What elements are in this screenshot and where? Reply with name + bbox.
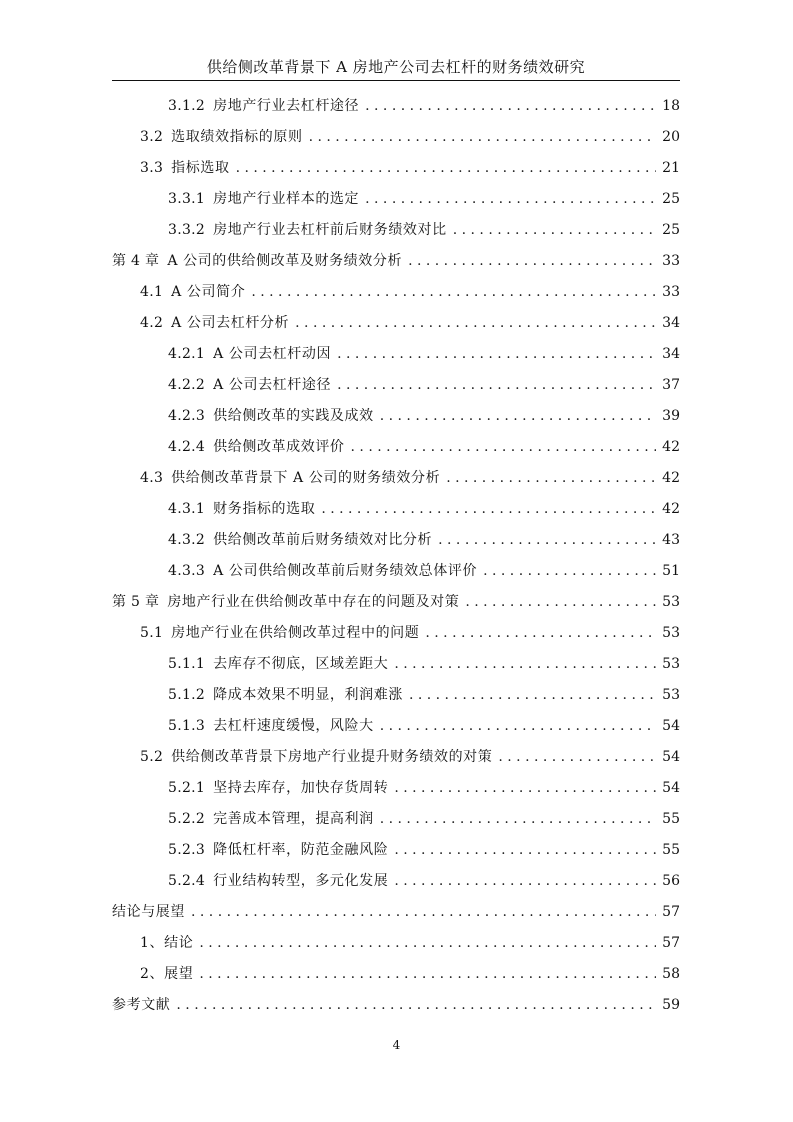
- toc-entry-page: 53: [662, 594, 680, 610]
- toc-dot-leader: [236, 156, 657, 180]
- toc-entry-page: 39: [662, 408, 680, 424]
- toc-entry[interactable]: [168, 404, 680, 428]
- toc-entry-number: 4.2.1: [168, 346, 206, 362]
- toc-dot-leader: [176, 993, 656, 1017]
- toc-entry-title: 结论与展望: [112, 904, 185, 920]
- toc-entry[interactable]: [140, 156, 680, 180]
- toc-entry[interactable]: [168, 683, 680, 707]
- toc-dot-leader: [337, 342, 656, 366]
- toc-entry-title: 行业结构转型，多元化发展: [213, 873, 389, 889]
- toc-dot-leader: [351, 435, 657, 459]
- toc-entry[interactable]: [168, 869, 680, 893]
- toc-entry-title: A 公司简介: [171, 284, 246, 300]
- toc-dot-leader: [199, 962, 656, 986]
- toc-entry[interactable]: [168, 776, 680, 800]
- toc-entry-title: 选取绩效指标的原则: [171, 129, 303, 145]
- toc-dot-leader: [498, 745, 656, 769]
- toc-entry-number: 4.2: [140, 315, 164, 331]
- toc-entry-number: 5.1: [140, 625, 164, 641]
- toc-entry-title: 指标选取: [171, 160, 230, 176]
- toc-entry[interactable]: [140, 125, 680, 149]
- toc-entry-title: 降低杠杆率，防范金融风险: [213, 842, 389, 858]
- toc-entry-page: 34: [662, 346, 680, 362]
- toc-dot-leader: [394, 776, 656, 800]
- toc-dot-leader: [309, 125, 657, 149]
- toc-dot-leader: [380, 404, 656, 428]
- toc-entry[interactable]: [168, 342, 680, 366]
- toc-entry[interactable]: [112, 590, 680, 614]
- toc-entry-page: 57: [662, 935, 680, 951]
- toc-entry[interactable]: [168, 652, 680, 676]
- running-header: 供给侧改革背景下 A 房地产公司去杠杆的财务绩效研究: [206, 58, 586, 76]
- toc-entry-title: 参考文献: [112, 997, 171, 1013]
- toc-dot-leader: [408, 249, 656, 273]
- toc-entry-number: 5.2.2: [168, 811, 206, 827]
- toc-entry[interactable]: [140, 931, 680, 955]
- toc-entry[interactable]: [168, 187, 680, 211]
- toc-entry-number: 第 5 章: [112, 594, 160, 610]
- toc-entry[interactable]: [140, 466, 680, 490]
- toc-entry-page: 55: [662, 811, 680, 827]
- toc-entry-page: 33: [662, 284, 680, 300]
- toc-entry-number: 3.2: [140, 129, 164, 145]
- toc-entry-page: 55: [662, 842, 680, 858]
- toc-entry-number: 5.2.1: [168, 780, 206, 796]
- toc-entry-page: 56: [662, 873, 680, 889]
- toc-entry[interactable]: [140, 280, 680, 304]
- toc-entry-title: 完善成本管理，提高利润: [213, 811, 374, 827]
- toc-entry-number: 4.2.3: [168, 408, 206, 424]
- toc-dot-leader: [409, 683, 656, 707]
- toc-entry[interactable]: [168, 435, 680, 459]
- toc-entry-title: 供给侧改革成效评价: [213, 439, 345, 455]
- toc-entry[interactable]: [112, 993, 680, 1017]
- toc-dot-leader: [394, 652, 656, 676]
- toc-entry-number: 5.2: [140, 749, 164, 765]
- toc-entry-page: 33: [662, 253, 680, 269]
- toc-entry-number: 3.1.2: [168, 98, 206, 114]
- toc-entry-page: 25: [662, 191, 680, 207]
- toc-entry[interactable]: [168, 373, 680, 397]
- toc-entry-page: 43: [662, 532, 680, 548]
- toc-entry[interactable]: [140, 962, 680, 986]
- toc-entry-page: 54: [662, 749, 680, 765]
- toc-dot-leader: [295, 311, 656, 335]
- toc-entry-number: 3.3: [140, 160, 164, 176]
- toc-entry-number: 第 4 章: [112, 253, 160, 269]
- toc-entry-page: 42: [662, 470, 680, 486]
- toc-entry-title: 去杠杆速度缓慢，风险大: [213, 718, 374, 734]
- toc-entry-number: 5.1.2: [168, 687, 206, 703]
- toc-entry-number: 4.3: [140, 470, 164, 486]
- toc-entry-page: 59: [662, 997, 680, 1013]
- toc-entry-page: 53: [662, 625, 680, 641]
- toc-entry[interactable]: [168, 528, 680, 552]
- toc-entry-number: 4.2.2: [168, 377, 206, 393]
- toc-entry-number: 5.2.4: [168, 873, 206, 889]
- toc-entry-title: A 公司的供给侧改革及财务绩效分析: [167, 253, 403, 269]
- toc-entry[interactable]: [168, 807, 680, 831]
- toc-entry[interactable]: [140, 621, 680, 645]
- toc-entry-title: 降成本效果不明显，利润难涨: [213, 687, 403, 703]
- toc-dot-leader: [191, 900, 656, 924]
- toc-entry-title: 1、结论: [140, 935, 194, 951]
- toc-entry-number: 4.3.1: [168, 501, 206, 517]
- toc-entry-number: 5.1.1: [168, 656, 206, 672]
- toc-entry[interactable]: [168, 559, 680, 583]
- toc-dot-leader: [337, 373, 656, 397]
- toc-entry-title: A 公司去杠杆途径: [213, 377, 332, 393]
- toc-entry-title: 去库存不彻底，区域差距大: [213, 656, 389, 672]
- toc-entry-number: 4.3.3: [168, 563, 206, 579]
- toc-entry-page: 25: [662, 222, 680, 238]
- toc-entry-title: 2、展望: [140, 966, 194, 982]
- toc-entry-page: 20: [662, 129, 680, 145]
- toc-dot-leader: [453, 218, 656, 242]
- toc-dot-leader: [380, 807, 656, 831]
- toc-entry[interactable]: [168, 218, 680, 242]
- toc-entry-title: 供给侧改革背景下房地产行业提升财务绩效的对策: [171, 749, 493, 765]
- toc-entry-title: 供给侧改革的实践及成效: [213, 408, 374, 424]
- toc-entry[interactable]: [168, 497, 680, 521]
- toc-entry-page: 58: [662, 966, 680, 982]
- toc-dot-leader: [380, 714, 656, 738]
- toc-dot-leader: [199, 931, 656, 955]
- toc-entry-page: 53: [662, 687, 680, 703]
- toc-entry-title: 供给侧改革前后财务绩效对比分析: [213, 532, 433, 548]
- toc-entry-title: 房地产行业去杠杆前后财务绩效对比: [213, 222, 447, 238]
- toc-dot-leader: [365, 94, 656, 118]
- toc-dot-leader: [483, 559, 656, 583]
- toc-entry-title: 房地产行业样本的选定: [213, 191, 360, 207]
- toc-entry-title: 坚持去库存，加快存货周转: [213, 780, 389, 796]
- toc-entry-page: 18: [662, 98, 680, 114]
- toc-entry-page: 51: [662, 563, 680, 579]
- toc-entry[interactable]: [140, 745, 680, 769]
- toc-entry-page: 57: [662, 904, 680, 920]
- toc-dot-leader: [251, 280, 656, 304]
- toc-entry[interactable]: [168, 714, 680, 738]
- toc-entry-title: 房地产行业去杠杆途径: [213, 98, 360, 114]
- toc-dot-leader: [446, 466, 656, 490]
- toc-entry-page: 42: [662, 439, 680, 455]
- toc-entry-number: 5.1.3: [168, 718, 206, 734]
- header-rule: [112, 80, 680, 81]
- toc-entry[interactable]: [168, 838, 680, 862]
- toc-entry-number: 3.3.1: [168, 191, 206, 207]
- toc-entry-number: 4.3.2: [168, 532, 206, 548]
- toc-dot-leader: [438, 528, 656, 552]
- toc-entry-page: 34: [662, 315, 680, 331]
- toc-entry-page: 37: [662, 377, 680, 393]
- toc-entry-title: A 公司供给侧改革前后财务绩效总体评价: [213, 563, 478, 579]
- toc-entry[interactable]: [168, 94, 680, 118]
- toc-entry[interactable]: [112, 900, 680, 924]
- page-number: 4: [392, 1038, 401, 1052]
- toc-entry-page: 53: [662, 656, 680, 672]
- toc-entry-number: 3.3.2: [168, 222, 206, 238]
- toc-entry[interactable]: [140, 311, 680, 335]
- toc-entry-title: A 公司去杠杆动因: [213, 346, 332, 362]
- toc-entry-page: 42: [662, 501, 680, 517]
- toc-entry-title: 房地产行业在供给侧改革过程中的问题: [171, 625, 420, 641]
- toc-entry-number: 4.1: [140, 284, 164, 300]
- toc-dot-leader: [465, 590, 656, 614]
- toc-entry-page: 54: [662, 718, 680, 734]
- toc-entry-title: 房地产行业在供给侧改革中存在的问题及对策: [167, 594, 460, 610]
- toc-dot-leader: [394, 869, 656, 893]
- toc-entry-title: 供给侧改革背景下 A 公司的财务绩效分析: [171, 470, 441, 486]
- toc-dot-leader: [394, 838, 656, 862]
- toc-entry-page: 21: [662, 160, 680, 176]
- toc-entry-title: 财务指标的选取: [213, 501, 316, 517]
- toc-dot-leader: [365, 187, 656, 211]
- toc-entry-number: 5.2.3: [168, 842, 206, 858]
- toc-entry-number: 4.2.4: [168, 439, 206, 455]
- toc-dot-leader: [321, 497, 656, 521]
- toc-entry-page: 54: [662, 780, 680, 796]
- toc-entry-title: A 公司去杠杆分析: [171, 315, 290, 331]
- toc-dot-leader: [425, 621, 656, 645]
- toc-entry[interactable]: [112, 249, 680, 273]
